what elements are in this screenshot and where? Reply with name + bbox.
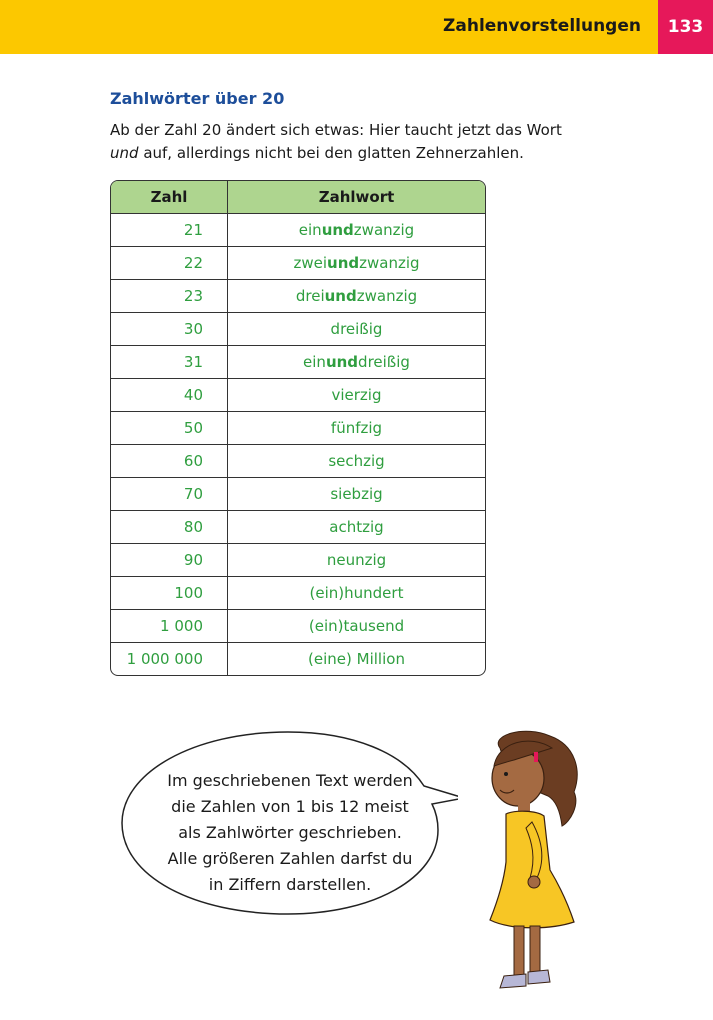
speech-line: Alle größeren Zahlen darfst du xyxy=(167,849,413,868)
zahlwort-part: dreißig xyxy=(358,353,410,371)
zahl-cell: 100 xyxy=(111,577,228,609)
zahl-cell: 22 xyxy=(111,247,228,279)
zahl-cell: 1 000 000 xyxy=(111,643,228,675)
zahlwort-cell xyxy=(228,577,485,609)
table-row xyxy=(111,246,485,279)
zahlwort-cell xyxy=(228,511,485,543)
zahlwort-cell xyxy=(228,478,485,510)
zahlwort-part: zwanzig xyxy=(359,254,420,272)
und-highlight: und xyxy=(327,254,360,272)
speech-line: die Zahlen von 1 bis 12 meist xyxy=(171,797,409,816)
girl-illustration xyxy=(470,730,600,1000)
zahl-cell: 70 xyxy=(111,478,228,510)
zahl-cell: 1 000 xyxy=(111,610,228,642)
zahlwort-part: sechzig xyxy=(328,452,385,470)
page-header xyxy=(0,0,713,54)
speech-line: als Zahlwörter geschrieben. xyxy=(178,823,402,842)
zahlwort-part: zwanzig xyxy=(356,287,418,305)
column-header-zahl: Zahl xyxy=(111,181,228,213)
zahlwort-cell xyxy=(228,346,485,378)
zahl-cell: 23 xyxy=(111,280,228,312)
intro-line-1: Ab der Zahl 20 ändert sich etwas: Hier taucht jetzt das Wort xyxy=(110,121,562,139)
intro-line-2 xyxy=(110,142,590,165)
table-row xyxy=(111,213,485,246)
table-body xyxy=(111,213,485,675)
zahlwort-cell xyxy=(228,412,485,444)
table-row xyxy=(111,543,485,576)
zahlwort-cell xyxy=(228,544,485,576)
und-highlight: und xyxy=(325,353,359,371)
intro-line-2-rest: auf, allerdings nicht bei den glatten Zehnerzahlen. xyxy=(138,144,524,162)
table-row xyxy=(111,444,485,477)
speech-bubble-text xyxy=(130,768,450,898)
zahlwort-cell xyxy=(228,445,485,477)
zahlwort-part: (ein)tausend xyxy=(308,617,405,635)
table-row xyxy=(111,378,485,411)
section-title: Zahlwörter über 20 xyxy=(110,89,285,108)
zahlwort-part: vierzig xyxy=(331,386,382,404)
table-row xyxy=(111,279,485,312)
zahlwort-part: ein xyxy=(303,353,326,371)
table-header-row xyxy=(111,181,485,213)
zahlwort-part: fünfzig xyxy=(330,419,383,437)
intro-text xyxy=(110,119,590,165)
zahlwort-cell xyxy=(228,379,485,411)
und-highlight: und xyxy=(321,221,354,239)
zahl-cell: 40 xyxy=(111,379,228,411)
zahlwort-part: drei xyxy=(295,287,325,305)
table-row xyxy=(111,576,485,609)
zahlwort-cell xyxy=(228,610,485,642)
table-row xyxy=(111,609,485,642)
zahl-cell: 21 xyxy=(111,214,228,246)
speech-line: in Ziffern darstellen. xyxy=(208,875,372,894)
number-words-table xyxy=(110,180,486,676)
zahlwort-cell xyxy=(228,280,485,312)
zahl-cell: 30 xyxy=(111,313,228,345)
zahlwort-part: (ein)hundert xyxy=(309,584,404,602)
zahlwort-part: dreißig xyxy=(330,320,383,338)
zahlwort-part: siebzig xyxy=(330,485,383,503)
zahlwort-cell xyxy=(228,214,485,246)
zahlwort-part: (eine) Million xyxy=(308,650,405,668)
chapter-title: Zahlenvorstellungen xyxy=(443,16,641,36)
zahl-cell: 31 xyxy=(111,346,228,378)
column-header-zahlwort: Zahlwort xyxy=(318,188,395,206)
zahlwort-cell xyxy=(228,643,485,675)
table-row xyxy=(111,510,485,543)
zahl-cell: 50 xyxy=(111,412,228,444)
zahlwort-cell xyxy=(228,247,485,279)
zahlwort-cell xyxy=(228,313,485,345)
table-row xyxy=(111,312,485,345)
table-row xyxy=(111,477,485,510)
zahl-cell: 90 xyxy=(111,544,228,576)
speech-line: Im geschriebenen Text werden xyxy=(167,771,413,790)
page-number: 133 xyxy=(658,0,713,54)
table-row xyxy=(111,345,485,378)
zahlwort-part: zwanzig xyxy=(353,221,415,239)
zahlwort-part: zwei xyxy=(293,254,328,272)
zahl-cell: 60 xyxy=(111,445,228,477)
zahlwort-part: achtzig xyxy=(329,518,384,536)
intro-emphasis-word: und xyxy=(110,144,139,162)
und-highlight: und xyxy=(324,287,357,305)
zahl-cell: 80 xyxy=(111,511,228,543)
zahlwort-part: ein xyxy=(298,221,322,239)
zahlwort-part: neunzig xyxy=(326,551,387,569)
table-row xyxy=(111,411,485,444)
table-row xyxy=(111,642,485,675)
